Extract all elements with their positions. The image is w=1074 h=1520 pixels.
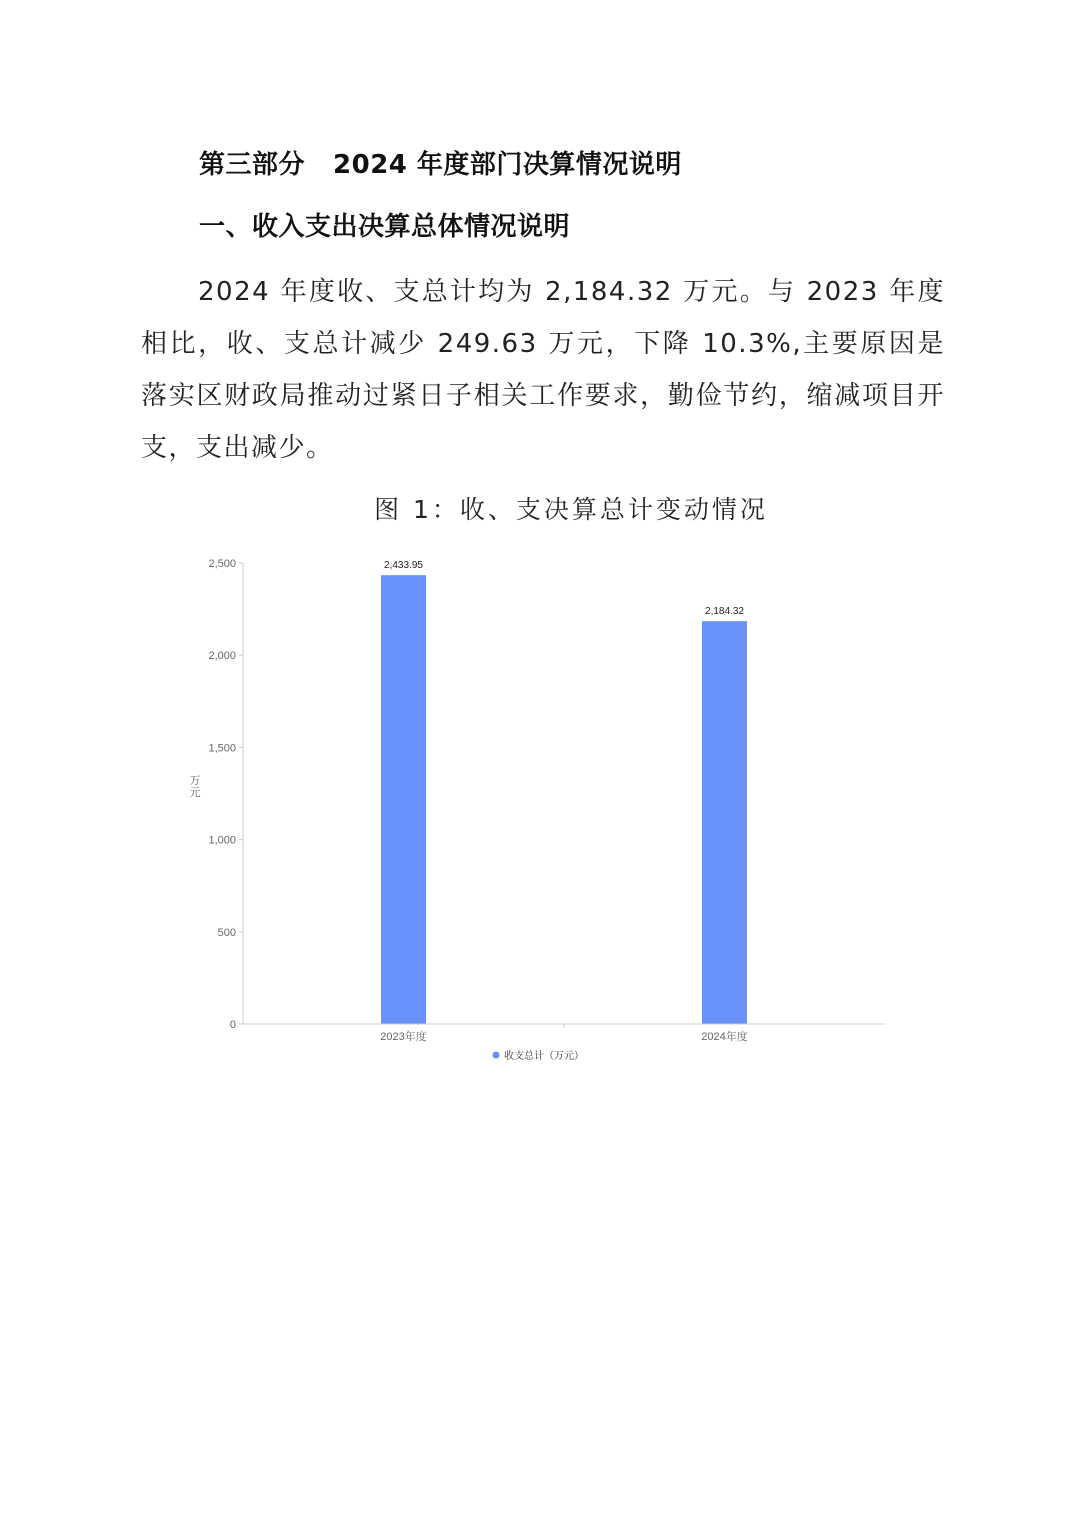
- y-tick-label: 500: [217, 926, 236, 939]
- part-heading: [199, 144, 682, 181]
- legend-label: 收支总计（万元）: [504, 1051, 584, 1062]
- figure-caption: 图 1：收、支决算总计变动情况: [374, 495, 768, 524]
- bar-value-label: 2,433.95: [384, 560, 423, 572]
- y-tick-label: 1,500: [208, 742, 236, 755]
- x-tick-label: 2024年度: [701, 1031, 748, 1043]
- y-tick-label: 2,500: [208, 558, 236, 570]
- y-axis-label: 万元: [189, 775, 201, 799]
- section-heading: 一、收入支出决算总体情况说明: [199, 212, 571, 242]
- summary-paragraph: 2024 年度收、支总计均为 2,184.32 万元。与 2023 年度相比，收、支总计减少 249.63 万元，下降 10.3%,主要原因是落实区财政局推动过紧日子相关工作要求，勤俭节约，缩减项目开支，支出减少。: [141, 277, 945, 463]
- y-tick-label: 2,000: [208, 650, 236, 663]
- legend-marker: [493, 1052, 500, 1059]
- bar-value-label: 2,184.32: [705, 606, 744, 618]
- x-axis: [243, 1024, 885, 1043]
- part-title: 2024 年度部门决算情况说明: [333, 150, 682, 180]
- legend: [493, 1049, 585, 1062]
- y-tick-label: 0: [229, 1019, 236, 1031]
- y-tick-label: 1,000: [208, 834, 236, 847]
- chart-svg: [0, 540, 1074, 1080]
- y-axis: [190, 558, 244, 1031]
- x-tick-label: 2023年度: [380, 1031, 427, 1043]
- bars: [381, 560, 747, 1024]
- bar: [381, 575, 426, 1024]
- part-label: 第三部分: [199, 150, 306, 180]
- bar-chart: [0, 540, 1074, 1080]
- bar: [702, 621, 747, 1024]
